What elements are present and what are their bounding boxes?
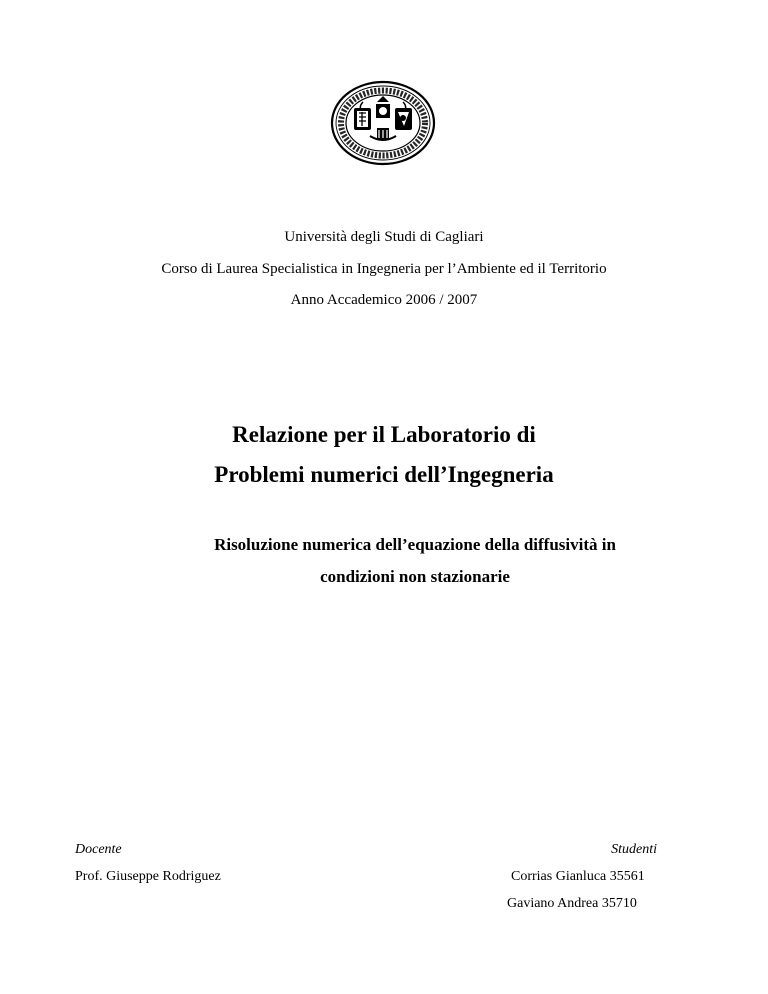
university-seal-icon	[330, 80, 436, 166]
studenti-label: Studenti	[611, 842, 657, 857]
document-subtitle-line-2: condizioni non stazionarie	[320, 567, 510, 586]
document-subtitle-line-1: Risoluzione numerica dell’equazione della diffusività in	[214, 535, 616, 554]
document-title-line-2: Problemi numerici dell’Ingegneria	[214, 462, 554, 487]
document-title-line-1: Relazione per il Laboratorio di	[232, 422, 536, 447]
academic-year: Anno Accademico 2006 / 2007	[290, 292, 478, 308]
course-name: Corso di Laurea Specialistica in Ingegneria per l’Ambiente ed il Territorio	[161, 261, 607, 277]
student-name: Corrias Gianluca 35561	[511, 869, 645, 884]
docente-label: Docente	[75, 842, 122, 857]
university-name: Università degli Studi di Cagliari	[284, 229, 484, 245]
student-name: Gaviano Andrea 35710	[507, 896, 637, 911]
docente-name: Prof. Giuseppe Rodriguez	[75, 869, 221, 884]
